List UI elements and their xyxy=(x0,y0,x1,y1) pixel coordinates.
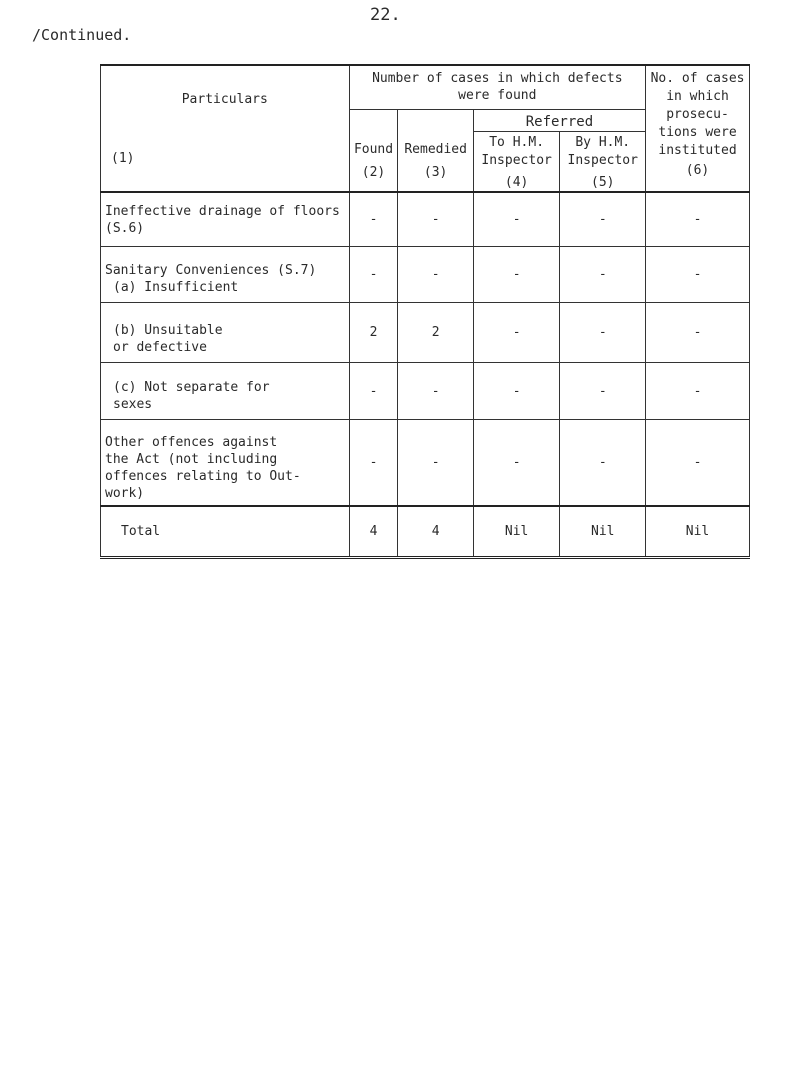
particulars-header xyxy=(101,65,350,192)
cell-to-hm: - xyxy=(473,192,560,247)
cell-by-hm: - xyxy=(560,303,646,363)
row-label: Other offences against the Act (not including offences relating to Out-work) xyxy=(105,435,301,502)
total-remedied: 4 xyxy=(398,506,473,558)
cell-remedied: 2 xyxy=(398,303,473,363)
to-hm-col-num: (4) xyxy=(504,174,529,190)
cell-found: - xyxy=(349,247,398,303)
to-hm-header xyxy=(473,131,560,192)
cell-found: - xyxy=(349,192,398,247)
cell-prosecutions: - xyxy=(646,363,750,420)
cell-remedied: - xyxy=(398,420,473,506)
cell-prosecutions: - xyxy=(646,303,750,363)
by-hm-header xyxy=(560,131,646,192)
cell-to-hm: - xyxy=(473,247,560,303)
table-row xyxy=(101,420,750,506)
header-row-1 xyxy=(101,65,750,109)
prosecutions-header xyxy=(646,65,750,192)
table-row xyxy=(101,303,750,363)
row-label: Ineffective drainage of floors (S.6) xyxy=(105,204,340,237)
cell-remedied: - xyxy=(398,192,473,247)
particulars-label: Particulars xyxy=(181,91,268,107)
found-label: Found xyxy=(353,141,394,157)
cell-found: - xyxy=(349,363,398,420)
cell-remedied: - xyxy=(398,363,473,420)
cell-by-hm: - xyxy=(560,192,646,247)
row-label: (b) Unsuitable or defective xyxy=(113,322,223,355)
found-header xyxy=(349,109,398,192)
row-label: (c) Not separate for sexes xyxy=(113,380,270,412)
total-found: 4 xyxy=(349,506,398,558)
cell-to-hm: - xyxy=(473,363,560,420)
continued-note: /Continued. xyxy=(32,26,132,44)
cell-to-hm: - xyxy=(473,303,560,363)
cell-prosecutions: - xyxy=(646,247,750,303)
cell-by-hm: - xyxy=(560,420,646,506)
referred-header: Referred xyxy=(473,109,645,131)
cell-prosecutions: - xyxy=(646,192,750,247)
prosecutions-col-num: (6) xyxy=(685,163,710,178)
prosecutions-label: No. of cases in which prosecu- tions were instituted xyxy=(650,71,745,158)
table-row xyxy=(101,247,750,303)
total-label: Total xyxy=(101,506,350,558)
particulars-col-num: (1) xyxy=(111,151,135,166)
page-number: 22. xyxy=(370,5,401,25)
table-row xyxy=(101,363,750,420)
total-to-hm: Nil xyxy=(473,506,560,558)
cell-prosecutions: - xyxy=(646,420,750,506)
table-row xyxy=(101,192,750,247)
cell-to-hm: - xyxy=(473,420,560,506)
cell-found: 2 xyxy=(349,303,398,363)
by-hm-label: By H.M. Inspector xyxy=(567,134,638,168)
remedied-header xyxy=(398,109,473,192)
found-col-num: (2) xyxy=(361,164,386,180)
total-prosecutions: Nil xyxy=(646,506,750,558)
remedied-label: Remedied xyxy=(404,141,467,157)
remedied-col-num: (3) xyxy=(423,164,448,180)
row-label: (a) Insufficient xyxy=(113,279,239,295)
cell-by-hm: - xyxy=(560,247,646,303)
total-by-hm: Nil xyxy=(560,506,646,558)
row-group-label: Sanitary Conveniences (S.7) xyxy=(105,262,317,278)
cell-by-hm: - xyxy=(560,363,646,420)
total-row xyxy=(101,506,750,558)
by-hm-col-num: (5) xyxy=(591,174,615,190)
defects-table xyxy=(100,64,750,559)
to-hm-label: To H.M. Inspector xyxy=(481,134,552,168)
cell-remedied: - xyxy=(398,247,473,303)
cases-group-header: Number of cases in which defects were found xyxy=(349,65,645,109)
cell-found: - xyxy=(349,420,398,506)
